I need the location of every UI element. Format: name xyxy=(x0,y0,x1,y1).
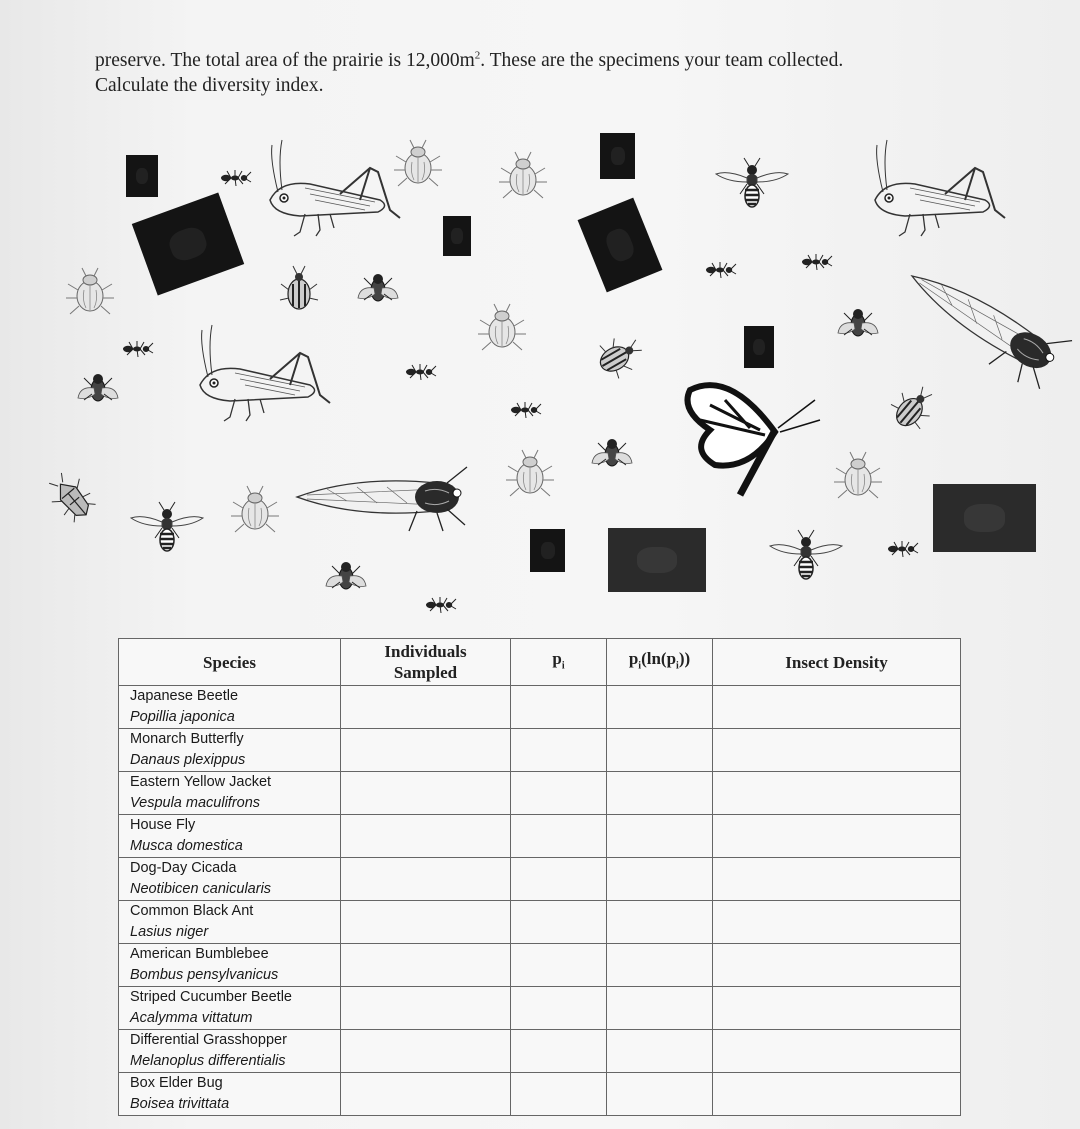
pi-ln-pi-cell[interactable] xyxy=(607,901,713,944)
butterfly-icon xyxy=(688,385,821,495)
species-scientific-name: Lasius niger xyxy=(130,924,209,940)
density-cell[interactable] xyxy=(713,1073,961,1116)
individuals-cell[interactable] xyxy=(341,901,511,944)
pi-cell[interactable] xyxy=(511,815,607,858)
species-cell xyxy=(119,901,341,944)
house-fly-icon xyxy=(326,562,366,589)
pi-cell[interactable] xyxy=(511,944,607,987)
ant-icon xyxy=(221,170,251,186)
individuals-cell[interactable] xyxy=(341,1030,511,1073)
pi-ln-pi-cell[interactable] xyxy=(607,729,713,772)
individuals-cell[interactable] xyxy=(341,987,511,1030)
density-cell[interactable] xyxy=(713,901,961,944)
species-cell xyxy=(119,944,341,987)
ant-icon xyxy=(706,262,736,278)
species-scientific-name: Popillia japonica xyxy=(130,709,235,725)
density-cell[interactable] xyxy=(713,858,961,901)
header-individuals: Individuals Sampled xyxy=(341,639,511,686)
redacted-block xyxy=(933,484,1036,552)
instructions-line-1: preserve. The total area of the prairie is $12,000m^2$. These are the specimens your team collected. xyxy=(95,49,844,71)
header-pi-ln-pi: $p_i(\ln(p_i))$ xyxy=(607,639,713,686)
yellow-jacket-icon xyxy=(131,502,203,551)
species-cell xyxy=(119,686,341,729)
table-row xyxy=(119,1030,961,1073)
species-common-name: House Fly xyxy=(130,817,196,833)
density-cell[interactable] xyxy=(713,815,961,858)
species-cell xyxy=(119,815,341,858)
individuals-cell[interactable] xyxy=(341,944,511,987)
species-scientific-name: Acalymma vittatum xyxy=(130,1010,253,1026)
density-cell[interactable] xyxy=(713,944,961,987)
cucumber-beetle-icon xyxy=(592,329,648,383)
species-cell xyxy=(119,987,341,1030)
table-row xyxy=(119,815,961,858)
instructions-line-2: Calculate the diversity index. xyxy=(95,75,324,96)
pi-ln-pi-cell[interactable] xyxy=(607,1073,713,1116)
species-common-name: Differential Grasshopper xyxy=(130,1032,287,1048)
house-fly-icon xyxy=(358,274,398,301)
japanese-beetle-icon xyxy=(231,486,279,532)
pi-cell[interactable] xyxy=(511,772,607,815)
individuals-cell[interactable] xyxy=(341,1073,511,1116)
individuals-cell[interactable] xyxy=(341,815,511,858)
pi-ln-pi-cell[interactable] xyxy=(607,772,713,815)
pi-ln-pi-cell[interactable] xyxy=(607,987,713,1030)
species-cell xyxy=(119,1030,341,1073)
density-cell[interactable] xyxy=(713,987,961,1030)
density-cell[interactable] xyxy=(713,1030,961,1073)
density-cell[interactable] xyxy=(713,772,961,815)
species-scientific-name: Boisea trivittata xyxy=(130,1096,230,1112)
species-scientific-name: Musca domestica xyxy=(130,838,243,854)
house-fly-icon xyxy=(592,439,632,466)
pi-cell[interactable] xyxy=(511,1030,607,1073)
table-row xyxy=(119,729,961,772)
pi-cell[interactable] xyxy=(511,858,607,901)
japanese-beetle-icon xyxy=(66,268,114,314)
pi-cell[interactable] xyxy=(511,987,607,1030)
pi-cell[interactable] xyxy=(511,686,607,729)
redacted-block xyxy=(744,326,774,368)
header-species: Species xyxy=(119,639,341,686)
species-common-name: Monarch Butterfly xyxy=(130,731,244,747)
table-row xyxy=(119,987,961,1030)
pi-ln-pi-cell[interactable] xyxy=(607,944,713,987)
pi-ln-pi-cell[interactable] xyxy=(607,1030,713,1073)
grasshopper-icon xyxy=(270,140,400,236)
header-pi: $p_i$ xyxy=(511,639,607,686)
cicada-icon xyxy=(894,251,1072,395)
species-cell xyxy=(119,772,341,815)
japanese-beetle-icon xyxy=(394,140,442,186)
grasshopper-icon xyxy=(200,325,330,421)
house-fly-icon xyxy=(838,309,878,336)
species-scientific-name: Vespula maculifrons xyxy=(130,795,261,811)
japanese-beetle-icon xyxy=(478,304,526,350)
table-row xyxy=(119,944,961,987)
japanese-beetle-icon xyxy=(499,152,547,198)
japanese-beetle-icon xyxy=(834,452,882,498)
species-common-name: Striped Cucumber Beetle xyxy=(130,989,292,1005)
ant-icon xyxy=(406,364,436,380)
species-cell xyxy=(119,1073,341,1116)
pi-ln-pi-cell[interactable] xyxy=(607,858,713,901)
cicada-icon xyxy=(297,467,467,531)
species-cell xyxy=(119,858,341,901)
species-scientific-name: Bombus pensylvanicus xyxy=(130,967,279,983)
species-scientific-name: Neotibicen canicularis xyxy=(130,881,272,897)
individuals-cell[interactable] xyxy=(341,686,511,729)
grasshopper-icon xyxy=(875,140,1005,236)
redacted-block xyxy=(126,155,158,197)
header-density: Insect Density xyxy=(713,639,961,686)
table-row xyxy=(119,858,961,901)
cucumber-beetle-icon xyxy=(280,266,318,309)
diversity-table xyxy=(118,638,961,1116)
species-common-name: Japanese Beetle xyxy=(130,688,239,704)
japanese-beetle-icon xyxy=(506,450,554,496)
individuals-cell[interactable] xyxy=(341,729,511,772)
redacted-block xyxy=(530,529,565,572)
pi-cell[interactable] xyxy=(511,1073,607,1116)
table-row xyxy=(119,686,961,729)
redacted-block xyxy=(443,216,471,256)
redacted-block xyxy=(600,133,635,179)
pi-cell[interactable] xyxy=(511,729,607,772)
ant-icon xyxy=(888,541,918,557)
table-row xyxy=(119,901,961,944)
density-cell[interactable] xyxy=(713,686,961,729)
table-row xyxy=(119,772,961,815)
cucumber-beetle-icon xyxy=(885,378,942,435)
pi-ln-pi-cell[interactable] xyxy=(607,815,713,858)
pi-cell[interactable] xyxy=(511,901,607,944)
density-cell[interactable] xyxy=(713,729,961,772)
yellow-jacket-icon xyxy=(770,530,842,579)
table-row xyxy=(119,1073,961,1116)
table-header-row xyxy=(119,639,961,686)
species-common-name: American Bumblebee xyxy=(130,946,269,962)
individuals-cell[interactable] xyxy=(341,858,511,901)
species-scientific-name: Melanoplus differentialis xyxy=(130,1053,286,1069)
species-cell xyxy=(119,729,341,772)
species-common-name: Dog-Day Cicada xyxy=(130,860,237,876)
redacted-block xyxy=(608,528,706,592)
ant-icon xyxy=(511,402,541,418)
ant-icon xyxy=(426,597,456,613)
house-fly-icon xyxy=(78,374,118,401)
box-elder-bug-icon xyxy=(41,467,99,527)
species-common-name: Eastern Yellow Jacket xyxy=(130,774,272,790)
yellow-jacket-icon xyxy=(716,158,788,207)
species-common-name: Box Elder Bug xyxy=(130,1075,223,1091)
pi-ln-pi-cell[interactable] xyxy=(607,686,713,729)
ant-icon xyxy=(123,341,153,357)
ant-icon xyxy=(802,254,832,270)
species-common-name: Common Black Ant xyxy=(130,903,254,919)
species-scientific-name: Danaus plexippus xyxy=(130,752,246,768)
individuals-cell[interactable] xyxy=(341,772,511,815)
